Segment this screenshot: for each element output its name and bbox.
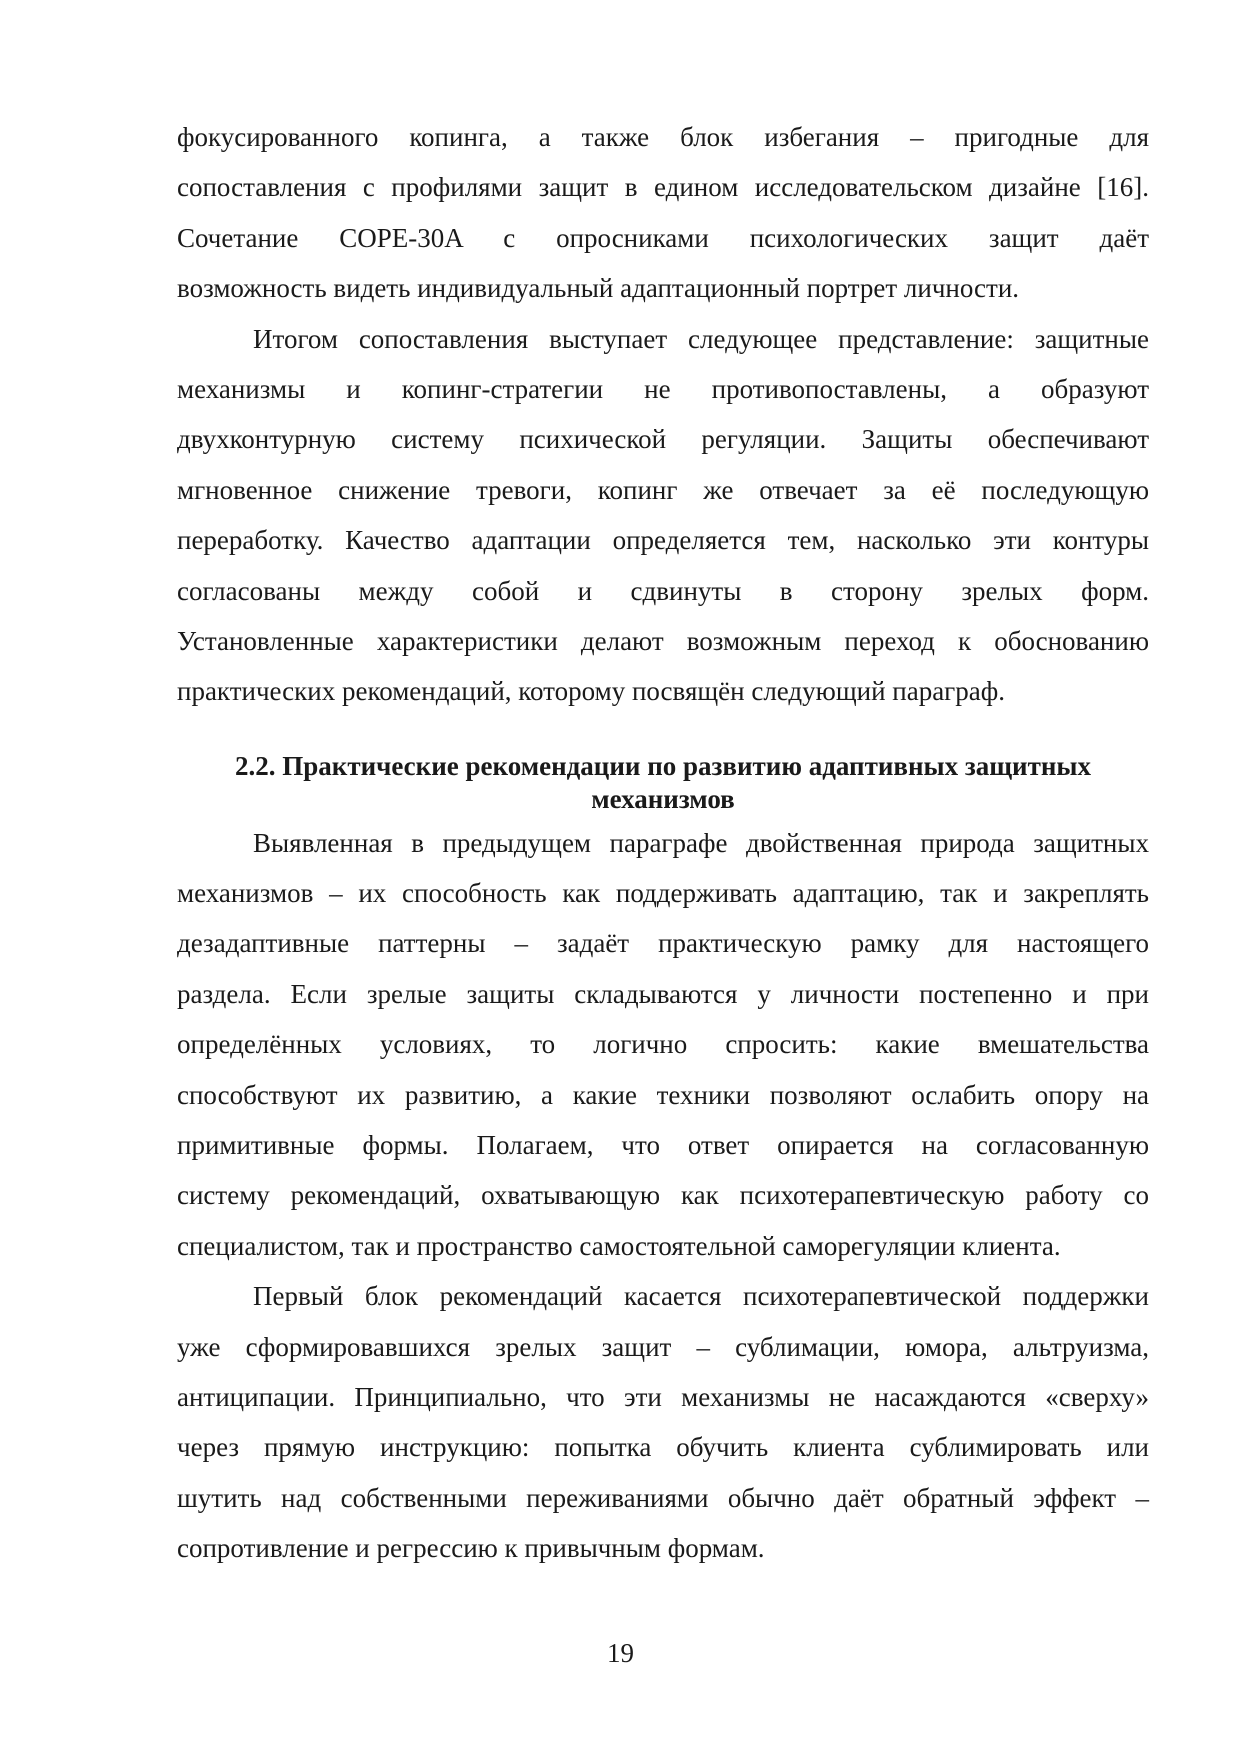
text-line: согласованы между собой и сдвинуты в сторону зрелых форм.	[177, 575, 1149, 606]
text-line: определённых условиях, то логично спросить: какие вмешательства	[177, 1029, 1149, 1060]
text-line: возможность видеть индивидуальный адаптационный портрет личности.	[177, 273, 1020, 304]
paragraphs-after-heading	[177, 818, 1149, 1574]
text-line: уже сформировавшихся зрелых защит – сублимации, юмора, альтруизма,	[177, 1331, 1149, 1362]
text-line: раздела. Если зрелые защиты складываются у личности постепенно и при	[177, 978, 1149, 1009]
text-line: Первый блок рекомендаций касается психотерапевтической поддержки	[253, 1281, 1149, 1312]
text-line: двухконтурную систему психической регуляции. Защиты обеспечивают	[177, 424, 1149, 455]
page-number: 19	[607, 1638, 634, 1668]
body-paragraph	[177, 314, 1149, 717]
text-line: Выявленная в предыдущем параграфе двойственная природа защитных	[253, 827, 1149, 858]
text-line: сопоставления с профилями защит в едином исследовательском дизайне [16].	[177, 172, 1149, 203]
body-paragraph	[177, 112, 1149, 314]
body-paragraph	[177, 818, 1149, 1272]
text-line: дезадаптивные паттерны – задаёт практическую рамку для настоящего	[177, 928, 1149, 959]
page-body	[177, 112, 1149, 1574]
text-line: переработку. Качество адаптации определяется тем, насколько эти контуры	[177, 525, 1149, 556]
heading-line: 2.2. Практические рекомендации по развитию адаптивных защитных	[235, 750, 1091, 781]
text-line: антиципации. Принципиально, что эти механизмы не насаждаются «сверху»	[177, 1381, 1149, 1412]
text-line: механизмов – их способность как поддерживать адаптацию, так и закреплять	[177, 878, 1149, 909]
text-line: специалистом, так и пространство самостоятельной саморегуляции клиента.	[177, 1230, 1061, 1261]
text-line: сопротивление и регрессию к привычным формам.	[177, 1533, 765, 1564]
text-line: практических рекомендаций, которому посвящён следующий параграф.	[177, 676, 1005, 707]
text-line: мгновенное снижение тревоги, копинг же отвечает за её последующую	[177, 474, 1149, 505]
text-line: Сочетание COPE-30A с опросниками психологических защит даёт	[177, 222, 1149, 253]
text-line: способствуют их развитию, а какие техники позволяют ослабить опору на	[177, 1079, 1149, 1110]
text-line: Установленные характеристики делают возможным переход к обоснованию	[177, 625, 1149, 656]
heading-line: механизмов	[591, 783, 735, 814]
text-line: механизмы и копинг-стратегии не противопоставлены, а образуют	[177, 373, 1149, 404]
text-line: фокусированного копинга, а также блок избегания – пригодные для	[177, 122, 1149, 152]
text-line: систему рекомендаций, охватывающую как психотерапевтическую работу со	[177, 1180, 1149, 1211]
section-heading	[177, 750, 1149, 816]
text-line: шутить над собственными переживаниями обычно даёт обратный эффект –	[177, 1482, 1149, 1513]
text-line: примитивные формы. Полагаем, что ответ опирается на согласованную	[177, 1130, 1149, 1161]
body-paragraph	[177, 1271, 1149, 1573]
paragraphs-before-heading	[177, 112, 1149, 717]
text-line: через прямую инструкцию: попытка обучить клиента сублимировать или	[177, 1432, 1149, 1463]
text-line: Итогом сопоставления выступает следующее представление: защитные	[253, 323, 1149, 354]
